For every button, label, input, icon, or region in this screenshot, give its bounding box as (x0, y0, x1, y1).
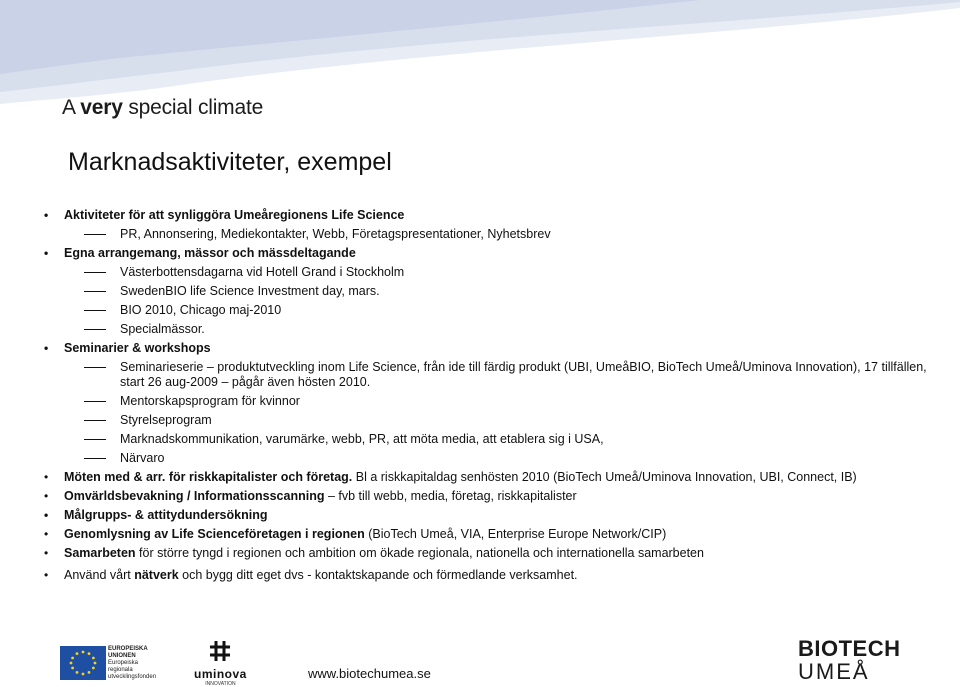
uminova-logo (194, 640, 247, 687)
bullet-icon: • (44, 508, 49, 522)
list-item: Västerbottensdagarna vid Hotell Grand i Stockholm (120, 265, 404, 280)
list-item: Seminarieserie – produktutveckling inom Life Science, från ide till färdig produkt (UBI, UmeåBIO, BioTech Umeå/Uminova Innovation), 17 tillfällen, start 26 aug-2009 – pågår även hösten 2010. (120, 360, 940, 390)
bullet-icon: • (44, 527, 49, 541)
bullet-icon: • (44, 470, 49, 484)
eu-logo-text: EUROPEISKA UNIONEN Europeiska regionala utvecklingsfonden (108, 646, 157, 680)
bullet-icon: • (44, 208, 49, 222)
bullet-icon: • (44, 489, 49, 503)
header-swoosh-graphic (0, 0, 960, 110)
list-item: • Egna arrangemang, mässor och mässdeltagande (44, 246, 356, 260)
dash-icon (84, 234, 106, 235)
list-item: Styrelseprogram (120, 413, 212, 428)
biotech-umea-logo (798, 638, 901, 684)
uminova-name: uminova (194, 667, 247, 681)
slide-title: Marknadsaktiviteter, exempel (68, 148, 392, 176)
list-item: PR, Annonsering, Mediekontakter, Webb, Företagspresentationer, Nyhetsbrev (120, 227, 551, 242)
bullet-icon: • (44, 341, 49, 355)
list-item: Mentorskapsprogram för kvinnor (120, 394, 300, 409)
list-item: • Genomlysning av Life Scienceföretagen i regionen (BioTech Umeå, VIA, Enterprise Europe Network/CIP) (44, 527, 667, 541)
tagline: A very special climate (62, 96, 264, 119)
list-item: • Omvärldsbevakning / Informationsscanning – fvb till webb, media, företag, riskkapitalister (44, 489, 577, 503)
list-item: • Använd vårt nätverk och bygg ditt eget dvs - kontaktskapande och förmedlande verksamhet. (44, 568, 578, 582)
eu-flag-logo (60, 646, 106, 680)
dash-icon (84, 439, 106, 440)
list-item: • Möten med & arr. för riskkapitalister och företag. Bl a riskkapitaldag senhösten 2010 (BioTech Umeå/Uminova Innovation, UBI, Connect, IB) (44, 470, 857, 484)
list-item: • Samarbeten för större tyngd i regionen och ambition om ökade regionala, nationella och internationella samarbeten (44, 546, 704, 560)
list-item: • Seminarier & workshops (44, 341, 211, 355)
uminova-sub: INNOVATION (205, 681, 236, 687)
bullet-icon: • (44, 246, 49, 260)
biotech-line1: BIOTECH (798, 636, 901, 661)
list-item: Marknadskommunikation, varumärke, webb, PR, att möta media, att etablera sig i USA, (120, 432, 604, 447)
list-item: Specialmässor. (120, 322, 205, 337)
dash-icon (84, 401, 106, 402)
list-item: BIO 2010, Chicago maj-2010 (120, 303, 281, 318)
list-item: Närvaro (120, 451, 164, 466)
dash-icon (84, 367, 106, 368)
hash-icon (209, 640, 231, 662)
dash-icon (84, 420, 106, 421)
dash-icon (84, 329, 106, 330)
list-item: SwedenBIO life Science Investment day, mars. (120, 284, 380, 299)
footer-url[interactable]: www.biotechumea.se (308, 666, 431, 681)
dash-icon (84, 272, 106, 273)
dash-icon (84, 291, 106, 292)
bullet-icon: • (44, 568, 49, 582)
biotech-line2: UMEÅ (798, 659, 870, 684)
dash-icon (84, 458, 106, 459)
list-item: • Aktiviteter för att synliggöra Umeåregionens Life Science (44, 208, 405, 222)
dash-icon (84, 310, 106, 311)
list-item: • Målgrupps- & attitydundersökning (44, 508, 268, 522)
bullet-icon: • (44, 546, 49, 560)
